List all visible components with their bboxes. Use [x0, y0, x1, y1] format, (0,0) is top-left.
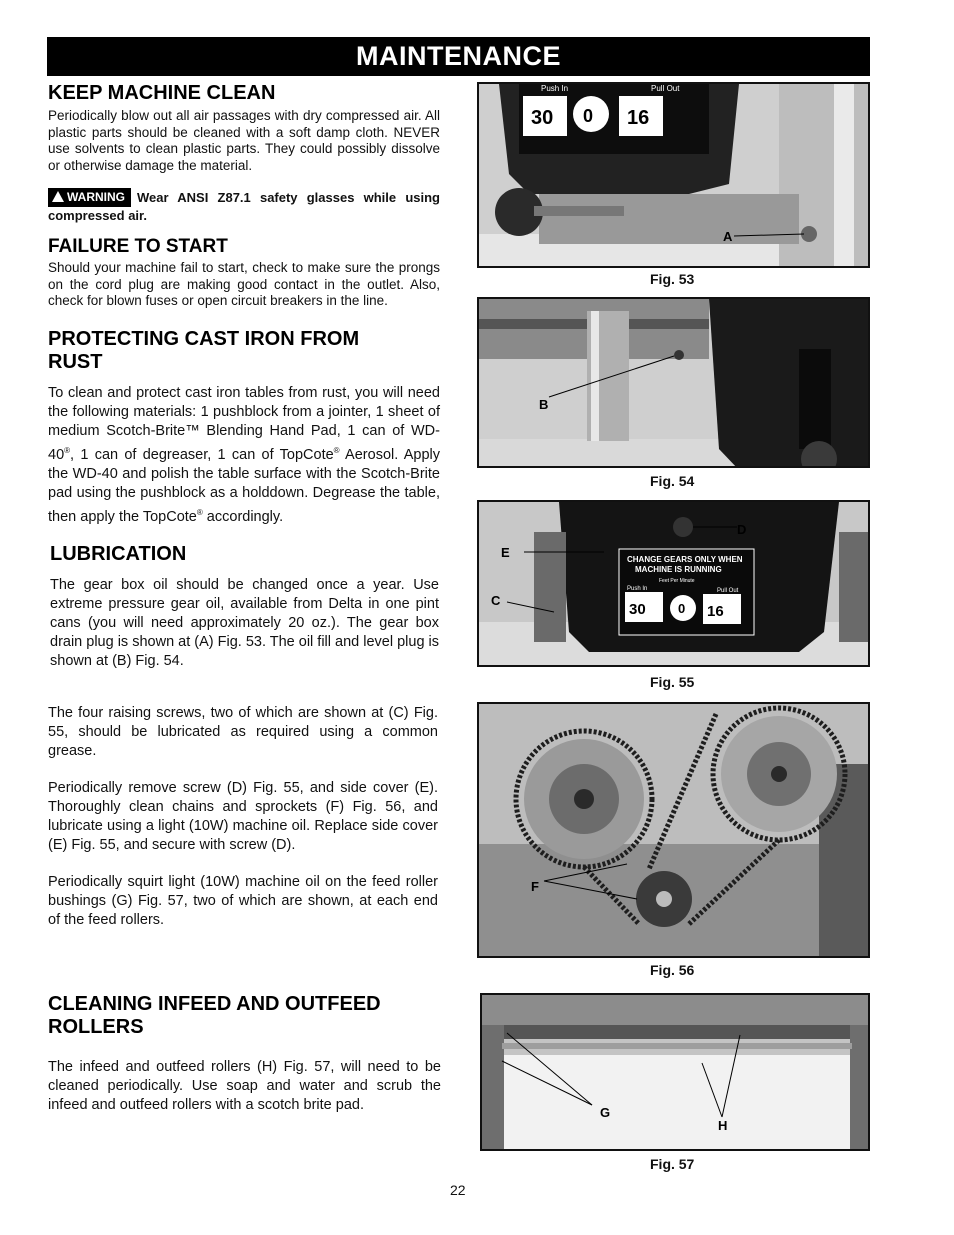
lubrication-para1: The gear box oil should be changed once a year. Use extreme pressure gear oil, available from Delta in one pint cans (you will need approximately 20 oz.). The gear box drain plug is shown at (A) Fig. 53. The oil fill and level plug is shown at (B) Fig. 54.: [50, 577, 440, 669]
figure-53-pull-out-text: Pull Out: [651, 84, 680, 93]
figure-55-label-e: E: [501, 545, 510, 560]
figure-55-label-c: C: [491, 593, 501, 608]
figure-57-photo: [480, 993, 870, 1151]
warning-badge: WARNING: [48, 188, 131, 207]
figure-55-photo: [477, 500, 870, 667]
lubrication-para2: The four raising screws, two of which are shown at (C) Fig. 55, should be lubricated as required using a common grease.: [48, 705, 438, 759]
figure-55-feet-per-minute: Feet Per Minute: [659, 578, 695, 584]
figure-54-label-b: B: [539, 397, 549, 412]
page-title: MAINTENANCE: [47, 37, 870, 76]
figure-57-caption: Fig. 57: [650, 1156, 695, 1172]
figure-55-label-d: D: [737, 522, 747, 537]
figure-53-speed-0: 0: [583, 106, 594, 126]
figure-56-caption: Fig. 56: [650, 962, 695, 978]
figure-57-label-h: H: [718, 1118, 728, 1133]
figure-55-push-in: Push In: [627, 586, 648, 592]
figure-55-speed-0: 0: [678, 601, 686, 616]
warning-text: Wear ANSI Z87.1 safety glasses while using compressed air.: [48, 190, 440, 223]
rust-heading: PROTECTING CAST IRON FROM RUST: [48, 328, 360, 373]
rust-body: To clean and protect cast iron tables from rust, you will need the following materials: 1 pushblock from a jointer, 1 sheet of medium Scotch-Brite™ Blending Hand Pad, 1 can of WD-40®, 1 can of degreaser, 1 can of TopCote® Aerosol. Apply the WD-40 and polish the table surface with the Scotch-Brite pad using the pushblock as a holddown. Degrease the table, then apply the TopCote® accordingly.: [48, 385, 441, 525]
rollers-body: The infeed and outfeed rollers (H) Fig. 57, will need to be cleaned periodically. Use soap and water and scrub the infeed and outfeed rollers with a scotch brite pad.: [48, 1059, 441, 1113]
figure-55-speed-30: 30: [629, 601, 646, 618]
warning-triangle-icon: [52, 191, 64, 202]
figure-57-label-g: G: [600, 1105, 611, 1120]
lubrication-para4: Periodically squirt light (10W) machine oil on the feed roller bushings (G) Fig. 57, two of which are shown, at each end of the feed rollers.: [48, 874, 438, 928]
keep-clean-body: Periodically blow out all air passages with dry compressed air. All plastic parts should be cleaned with a soft damp cloth. NEVER use solvents to clean plastic parts. They could possibly dissolve or otherwise damage the material.: [48, 108, 440, 173]
figure-54-photo: [477, 297, 870, 468]
lubrication-para3: Periodically remove screw (D) Fig. 55, and side cover (E). Thoroughly clean chains and sprockets (F) Fig. 56, and lubricate using a light (10W) machine oil. Replace side cover (E) Fig. 55, and secure with screw (D).: [48, 780, 438, 853]
figure-53-speed-30: 30: [531, 107, 554, 129]
failure-body: Should your machine fail to start, check to make sure the prongs on the cord plug are making good contact in the outlet. Also, check for blown fuses or open circuit breakers in the line.: [48, 260, 440, 308]
figure-53-push-in-text: Push In: [541, 84, 569, 93]
failure-heading: FAILURE TO START: [48, 236, 228, 257]
figure-56-photo: [477, 702, 870, 958]
figure-55-caption: Fig. 55: [650, 674, 695, 690]
figure-55-notice-line1: CHANGE GEARS ONLY WHEN: [627, 555, 743, 564]
figure-55-notice-line2: MACHINE IS RUNNING: [635, 565, 722, 574]
figure-54-caption: Fig. 54: [650, 473, 695, 489]
figure-53-photo: [477, 82, 870, 268]
lubrication-heading: LUBRICATION: [50, 543, 187, 565]
page-number: 22: [450, 1182, 466, 1198]
warning-note: [48, 188, 440, 224]
figure-53-label-a: A: [723, 229, 733, 244]
keep-clean-heading: KEEP MACHINE CLEAN: [48, 82, 276, 104]
figure-55-pull-out: Pull Out: [717, 588, 739, 594]
figure-53-speed-16: 16: [627, 107, 650, 129]
figure-55-speed-16: 16: [707, 603, 724, 620]
figure-56-label-f: F: [531, 879, 539, 894]
figure-53-caption: Fig. 53: [650, 271, 695, 287]
rollers-heading: CLEANING INFEED AND OUTFEED ROLLERS: [48, 993, 381, 1038]
